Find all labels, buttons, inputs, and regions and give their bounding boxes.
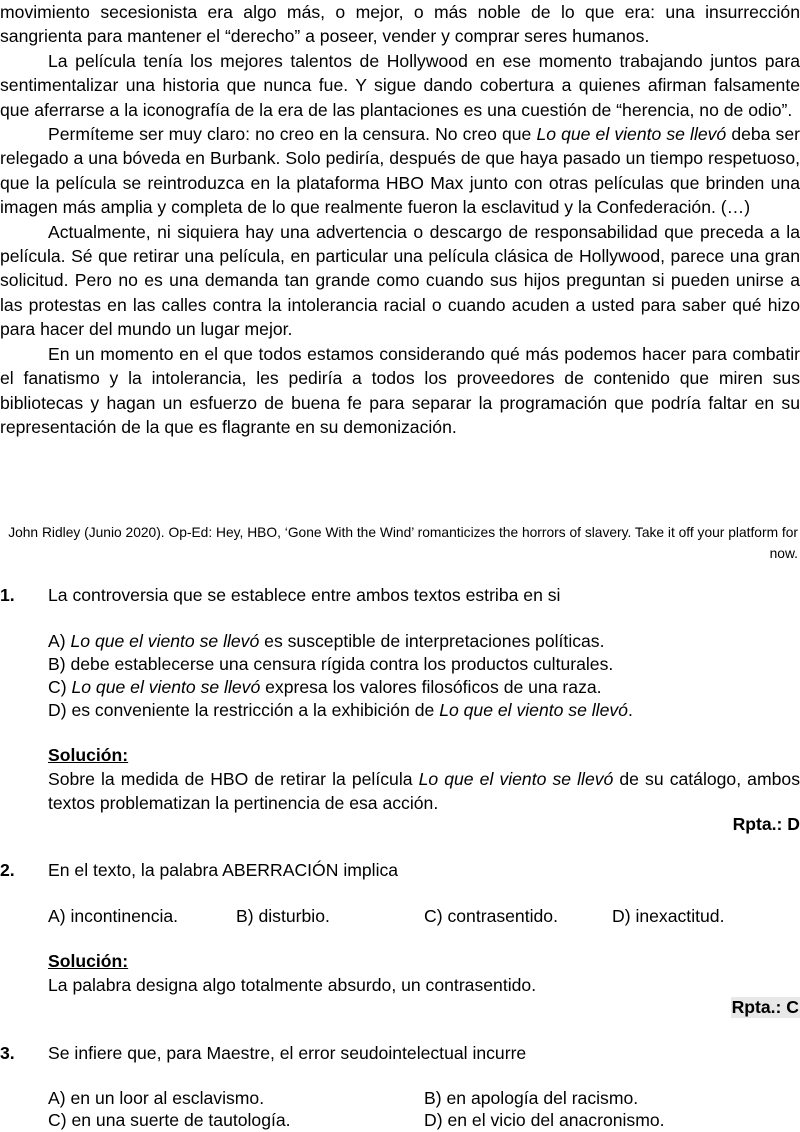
option-b: B) disturbio.	[236, 906, 330, 926]
film-title: Lo que el viento se llevó	[70, 631, 260, 651]
solution-part: de su catálogo, ambos textos problematizan la pertinencia de esa acción.	[48, 769, 800, 814]
option-a	[48, 631, 605, 652]
film-title: Lo que el viento se llevó	[418, 769, 614, 789]
option-text: es susceptible de interpretaciones políticas.	[259, 631, 605, 651]
passage-text: Permíteme ser muy claro: no creo en la censura. No creo que	[48, 124, 537, 145]
question-text: En el texto, la palabra ABERRACIÓN implica	[48, 860, 399, 880]
question-text: La controversia que se establece entre ambos textos estriba en si	[48, 585, 561, 605]
option-text: D) es conveniente la restricción a la exhibición de	[48, 700, 440, 720]
passage-paragraph	[0, 122, 800, 220]
answer-key: Rpta.: C	[731, 997, 799, 1017]
option-label: C)	[48, 677, 72, 697]
solution-part: Sobre la medida de HBO de retirar la película	[48, 769, 419, 789]
reading-passage	[0, 0, 800, 439]
option-label: A)	[48, 631, 71, 651]
option-c: C) contrasentido.	[424, 906, 558, 926]
question-number: 1.	[0, 585, 15, 605]
solution-label: Solución:	[48, 951, 129, 971]
option-a: A) incontinencia.	[48, 906, 179, 926]
solution-text: La palabra designa algo totalmente absurdo, un contrasentido.	[48, 975, 537, 995]
option-b: B) debe establecerse una censura rígida contra los productos culturales.	[48, 654, 614, 674]
source-citation: John Ridley (Junio 2020). Op-Ed: Hey, HBO, ‘Gone With the Wind’ romanticizes the horrors of slavery. Take it off your platform for now.	[8, 525, 798, 561]
question-number: 2.	[0, 860, 15, 880]
question-number: 3.	[0, 1043, 15, 1063]
option-d: D) en el vicio del anacronismo.	[424, 1110, 665, 1130]
film-title: Lo que el viento se llevó	[536, 124, 727, 145]
option-c	[48, 677, 602, 698]
option-d: D) inexactitud.	[612, 906, 725, 926]
option-a: A) en un loor al esclavismo.	[48, 1088, 265, 1108]
passage-paragraph: En un momento en el que todos estamos considerando qué más podemos hacer para combatir el fanatismo y la intolerancia, les pediría a todos los proveedores de contenido que miren sus bibliotecas y hagan un esfuerzo de buena fe para separar la programación que podría faltar en su representación de la que es flagrante en su demonización.	[0, 343, 800, 437]
option-d	[48, 700, 633, 721]
option-text: .	[627, 700, 633, 720]
film-title: Lo que el viento se llevó	[71, 677, 261, 697]
passage-paragraph: Actualmente, ni siquiera hay una advertencia o descargo de responsabilidad que preceda a la película. Sé que retirar una película, en particular una película clásica de Hollywood, parece una gran solicitud. Pero no es una demanda tan grande como cuando sus hijos preguntan si pueden unirse a las protestas en las calles contra la intolerancia racial o cuando acuden a usted para saber qué hizo para hacer del mundo un lugar mejor.	[0, 221, 800, 340]
solution-text	[48, 767, 800, 816]
answer-key: Rpta.: D	[732, 814, 800, 834]
option-c: C) en una suerte de tautología.	[48, 1110, 291, 1130]
film-title: Lo que el viento se llevó	[439, 700, 628, 720]
passage-paragraph: movimiento secesionista era algo más, o mejor, o más noble de lo que era: una insurrección sangrienta para mantener el “derecho” a poseer, vender y comprar seres humanos.	[0, 2, 800, 47]
passage-paragraph: La película tenía los mejores talentos de Hollywood en ese momento trabajando juntos para sentimentalizar una historia que nunca fue. Y sigue dando cobertura a quienes afirman falsamente que aferrarse a la iconografía de la era de las plantaciones es una cuestión de “herencia, no de odio”.	[0, 50, 800, 120]
solution-label: Solución:	[48, 745, 129, 765]
question-text: Se infiere que, para Maestre, el error seudointelectual incurre	[48, 1043, 527, 1063]
option-text: expresa los valores filosóficos de una raza.	[260, 677, 602, 697]
option-b: B) en apología del racismo.	[424, 1088, 639, 1108]
passage-text: deba ser relegado a una bóveda en Burbank. Solo pediría, después de que haya pasado un tiempo respetuoso, que la película se reintroduzca en la plataforma HBO Max junto con otras películas que brinden una imagen más amplia y completa de lo que realmente fueron la esclavitud y la Confederación. (…)	[0, 124, 800, 218]
